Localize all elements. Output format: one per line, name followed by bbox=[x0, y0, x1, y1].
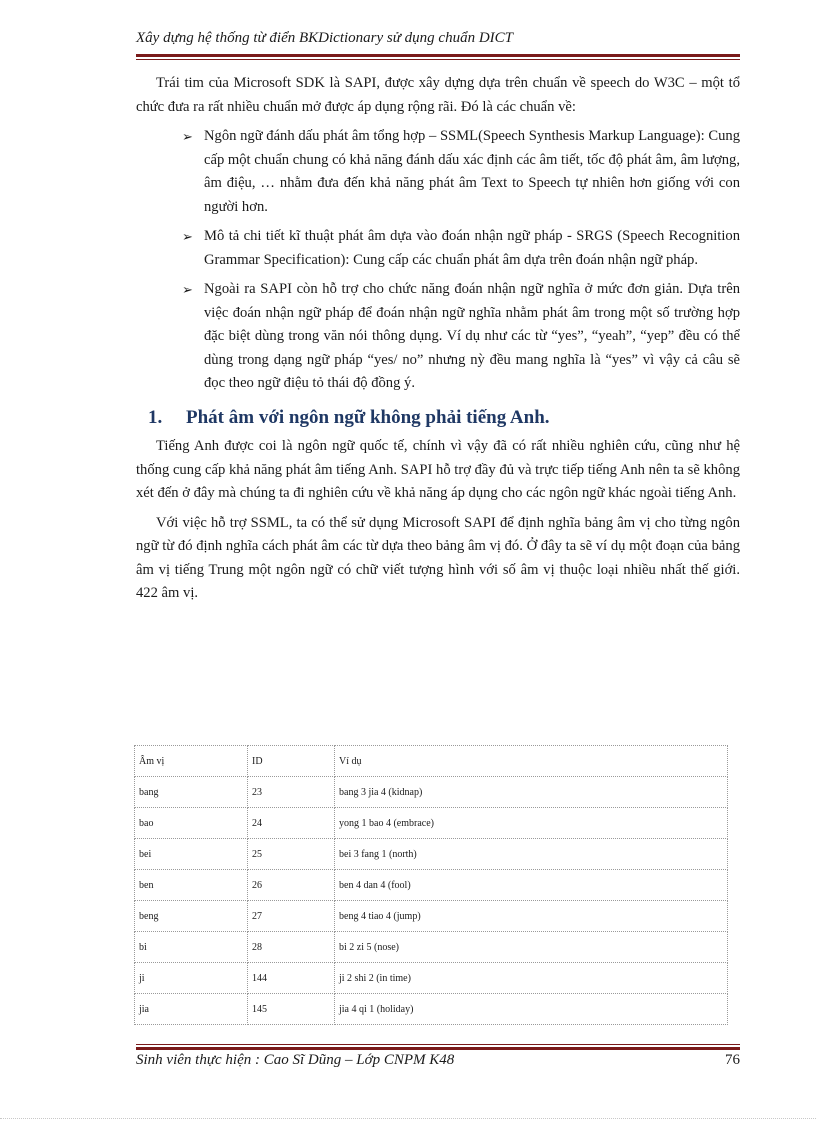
body-paragraph: Tiếng Anh được coi là ngôn ngữ quốc tế, chính vì vậy đã có rất nhiều nghiên cứu, cũng như hệ thống cung cấp khả năng phát âm tiếng Anh. SAPI hỗ trợ đầy đủ và trực tiếp tiếng Anh nên ta sẽ không xét đến ở đây mà chúng ta đi nghiên cứu về khả năng áp dụng cho các ngôn ngữ khác ngoài tiếng Anh. bbox=[136, 438, 740, 501]
table-cell: yong 1 bao 4 (embrace) bbox=[335, 808, 728, 839]
table-cell: 28 bbox=[248, 932, 335, 963]
footer-rule-thin bbox=[136, 1044, 740, 1045]
arrow-bullet-icon: ➢ bbox=[182, 229, 193, 244]
running-header: Xây dựng hệ thống từ điển BKDictionary sử dụng chuẩn DICT bbox=[136, 30, 514, 46]
table-cell: beng 4 tiao 4 (jump) bbox=[335, 901, 728, 932]
table-row bbox=[135, 777, 728, 808]
list-item bbox=[136, 125, 740, 219]
table-row bbox=[135, 901, 728, 932]
table-cell: 24 bbox=[248, 808, 335, 839]
table-row bbox=[135, 808, 728, 839]
header-rule-thin bbox=[136, 59, 740, 60]
table-row bbox=[135, 963, 728, 994]
table-cell: 145 bbox=[248, 994, 335, 1025]
table-cell: beng bbox=[135, 901, 248, 932]
list-item bbox=[136, 278, 740, 396]
table-cell: bang 3 jia 4 (kidnap) bbox=[335, 777, 728, 808]
section-number: 1. bbox=[148, 406, 163, 428]
page-edge-divider bbox=[0, 1118, 816, 1119]
table-row bbox=[135, 870, 728, 901]
table-row bbox=[135, 932, 728, 963]
table-cell: 23 bbox=[248, 777, 335, 808]
table-cell: ji 2 shi 2 (in time) bbox=[335, 963, 728, 994]
column-header: ID bbox=[248, 746, 335, 777]
list-item bbox=[136, 225, 740, 272]
table-cell: bang bbox=[135, 777, 248, 808]
section-heading bbox=[148, 406, 740, 430]
section-title: Phát âm với ngôn ngữ không phải tiếng Anh. bbox=[186, 406, 550, 428]
arrow-bullet-icon: ➢ bbox=[182, 129, 193, 144]
footer-rule-thick bbox=[136, 1047, 740, 1050]
table-cell: 25 bbox=[248, 839, 335, 870]
body-paragraph: Với việc hỗ trợ SSML, ta có thể sử dụng Microsoft SAPI để định nghĩa bảng âm vị cho từng ngôn ngữ từ đó định nghĩa cách phát âm các từ dựa theo bảng âm vị đó. Ở đây ta sẽ ví dụ một đoạn của bảng âm vị tiếng Trung một ngôn ngữ có chữ viết tượng hình với số âm vị thuộc loại nhiều nhất thế giới. 422 âm vị. bbox=[136, 514, 740, 601]
table-cell: jia bbox=[135, 994, 248, 1025]
footer-author: Sinh viên thực hiện : Cao Sĩ Dũng – Lớp CNPM K48 bbox=[136, 1052, 455, 1068]
body-content bbox=[136, 72, 740, 612]
table-cell: bi bbox=[135, 932, 248, 963]
page-number: 76 bbox=[725, 1052, 740, 1068]
table-cell: bei bbox=[135, 839, 248, 870]
list-item-text: Ngoài ra SAPI còn hỗ trợ cho chức năng đoán nhận ngữ nghĩa ở mức đơn giản. Dựa trên việc đoán nhận ngữ pháp để đoán nhận ngữ nghĩa nhằm phát âm trong một số trường hợp đặc biệt dùng trong văn nói thông dụng. Ví dụ như các từ “yes”, “yeah”, “yep” đều có thể dùng trong dạng ngữ pháp “yes/ no” nhưng nỳ đều mang nghĩa là “yes” vì vậy cả câu sẽ đọc theo ngữ điệu tỏ thái độ đồng ý. bbox=[204, 281, 740, 391]
table-cell: bao bbox=[135, 808, 248, 839]
intro-paragraph: Trái tim của Microsoft SDK là SAPI, được xây dựng dựa trên chuẩn về speech do W3C – một tổ chức đưa ra rất nhiều chuẩn mở được áp dụng rộng rãi. Đó là các chuẩn về: bbox=[136, 75, 740, 115]
list-item-text: Mô tả chi tiết kĩ thuật phát âm dựa vào đoán nhận ngữ pháp - SRGS (Speech Recognition Grammar Specification): Cung cấp các chuẩn phát âm dựa trên đoán nhận ngữ pháp. bbox=[204, 228, 740, 268]
table-row bbox=[135, 994, 728, 1025]
table-cell: jia 4 qi 1 (holiday) bbox=[335, 994, 728, 1025]
table-cell: ben bbox=[135, 870, 248, 901]
column-header: Ví dụ bbox=[335, 746, 728, 777]
table-cell: ben 4 dan 4 (fool) bbox=[335, 870, 728, 901]
header-rule-thick bbox=[136, 54, 740, 57]
column-header: Âm vị bbox=[135, 746, 248, 777]
standards-list bbox=[136, 125, 740, 396]
table-cell: 26 bbox=[248, 870, 335, 901]
arrow-bullet-icon: ➢ bbox=[182, 282, 193, 297]
table-cell: ji bbox=[135, 963, 248, 994]
list-item-text: Ngôn ngữ đánh dấu phát âm tổng hợp – SSML(Speech Synthesis Markup Language): Cung cấp một chuẩn chung có khả năng đánh dấu xác định các âm tiết, tốc độ phát âm, âm lượng, âm điệu, … nhằm đưa đến khả năng phát âm Text to Speech tự nhiên hơn giống với con người hơn. bbox=[204, 128, 740, 215]
table-cell: bi 2 zi 5 (nose) bbox=[335, 932, 728, 963]
table-cell: bei 3 fang 1 (north) bbox=[335, 839, 728, 870]
table-header-row bbox=[135, 746, 728, 777]
table-cell: 144 bbox=[248, 963, 335, 994]
table-row bbox=[135, 839, 728, 870]
table-cell: 27 bbox=[248, 901, 335, 932]
phoneme-table bbox=[134, 745, 728, 1025]
